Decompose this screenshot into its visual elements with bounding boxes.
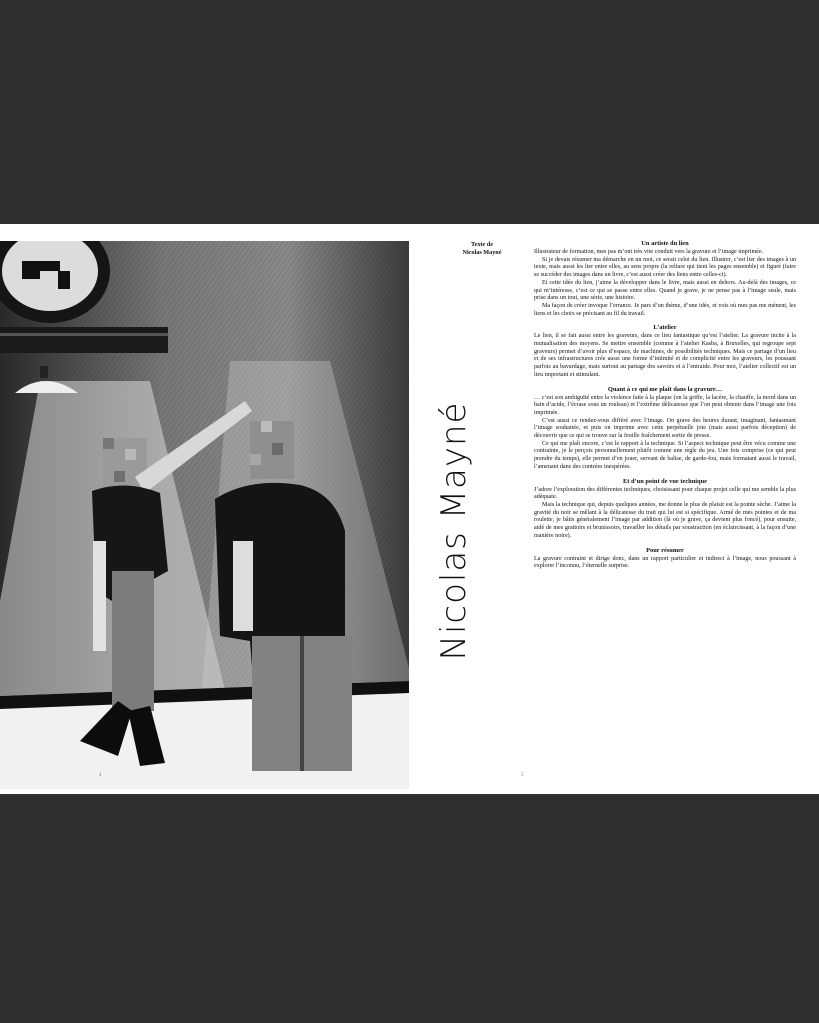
paragraph: Ce qui me plaît encore, c’est le rapport à la technique. Si l’aspect technique peut être vécu comme une contrainte, je le perçois personnellement plutôt comme une règle du jeu. Une fois comprise (ce qui peut prendre du temps), elle permet d’en jouer, servant de balise, de garde-fou, mais formatant aussi le travail, l’amenant dans des contrées inespérées. [534, 440, 796, 470]
credit-line-1: Texte de [471, 241, 493, 248]
book-spread [0, 224, 819, 794]
section-heading: Un artiste du lien [641, 240, 689, 247]
article-text [534, 240, 796, 571]
paragraph: Ma façon de créer invoque l’errance. Je pars d’un thème, d’une idée, et vois où mes pas me mènent, les liens et les choix se précisant au fil du travail. [534, 302, 796, 317]
paragraph: La gravure contraint et dirige donc, dans un rapport particulier et indirect à l’image, nous poussant à explorer l’inconnu, l’éternelle surprise. [534, 555, 796, 570]
page-number-right: 5 [521, 773, 524, 778]
drypoint-engraving-artwork [0, 241, 409, 789]
paragraph: C’est aussi ce rendez-vous différé avec l’image. On grave des heures durant, imaginant, fantasmant l’image souhaitée, et puis on imprime avec cette perpétuelle joie (mais aussi parfois déception) de découvrir que ce qui se trouve sur la feuille fraîchement sortie de presse. [534, 417, 796, 440]
paragraph: Le lien, il se fait aussi entre les graveurs, dans ce lieu fantastique qu’est l’atelier. La gravure incite à la mutualisation des moyens. Se mettre ensemble (comme à l’atelier Kasba, à Bruxelles, qui regroupe sept graveurs) permet d’avoir plus d’espace, de machines, de possibilités techniques. Mais ce partage d’un lieu et de ses infrastructures crée aussi une forme d’intimité et de complicité entre les graveurs, les poussant parfois au bavardage, mais surtout au partage des savoirs et à l’entraide. Pour moi, l’atelier collectif est un lieu important et stimulant. [534, 333, 796, 378]
paragraph: … c’est son ambiguïté entre la violence faite à la plaque (on la griffe, la lacère, la chauffe, la mord dans un bain d’acide, l’écrase sous un rouleau) et l’extrême délicatesse que l’on peut obtenir dans l’image une fois imprimée. [534, 394, 796, 416]
credit-line-2: Nicolas Mayné [462, 249, 502, 256]
author-credit [440, 241, 524, 257]
paragraph: Et cette idée du lien, j’aime la développer dans le livre, mais aussi en dehors. Au-delà des images, ce qui m’intéresse, c’est ce qui se passe entre elles. Quand je grave, je ne pense pas à l’image seule, mais prise dans un tout, une série, une histoire. [534, 279, 796, 302]
vertical-title: Nicolas Mayné [434, 401, 474, 661]
paragraph: Illustrateur de formation, mes pas m’ont très vite conduit vers la gravure et l’image imprimée. [534, 249, 764, 255]
paragraph: Si je devais résumer ma démarche en un mot, ce serait celui du lien. Illustrer, c’est lier des images à un texte, mais aussi les lier entre elles, au sens propre (la reliure qui tient les pages ensemble) et figuré (faire se succéder des images dans un livre, c’est aussi créer des liens entre celles-ci). [534, 256, 796, 279]
section-heading: L’atelier [653, 324, 677, 332]
page-number-left: 4 [99, 773, 102, 778]
section-heading: Quant à ce qui me plaît dans la gravure… [607, 385, 723, 393]
section-heading: Pour résumer [646, 546, 684, 554]
paragraph: Mais la technique qui, depuis quelques années, me donne le plus de plaisir est la pointe sèche. J’aime la gravité du noir se mêlant à la délicatesse du trait qui lui est si spécifique. Armé de mes pointes et de ma roulette, je bâtis généralement l’image par addition (là où je grave, ça devient plus foncé), pour ensuite, aidé de mes grattoirs et brunissoirs, travailler les détails par soustraction (en éclaircissant, à la façon d’une manière noire). [534, 501, 796, 539]
section-heading: Et d’un point de vue technique [623, 477, 707, 485]
paragraph: J’adore l’exploration des différentes techniques, choisissant pour chaque projet celle qui me semble la plus adéquate. [534, 486, 796, 501]
